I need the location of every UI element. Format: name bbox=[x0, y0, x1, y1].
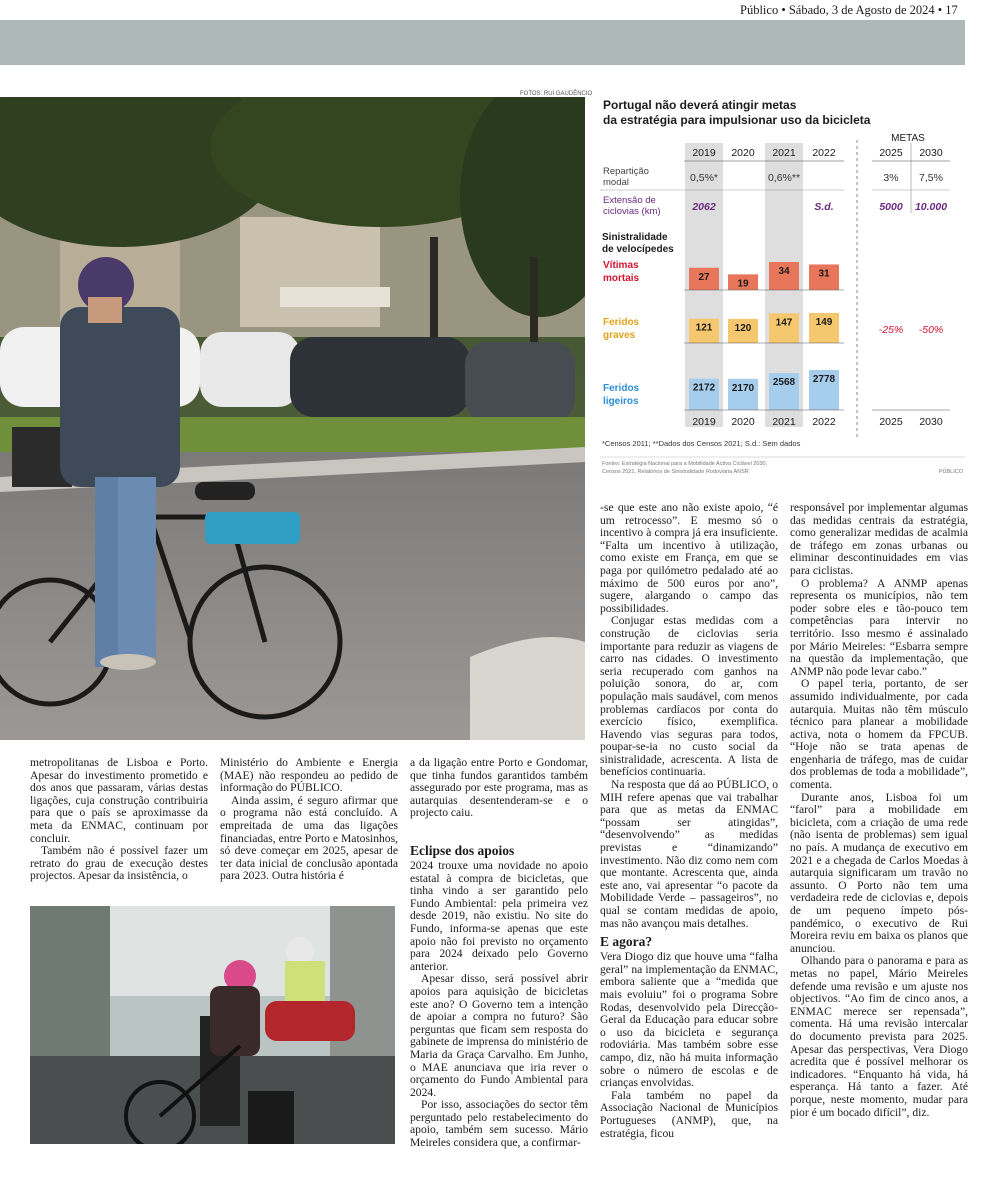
series-label: graves bbox=[603, 330, 636, 341]
chart-title-line-2: da estratégia para impulsionar uso da bicicleta bbox=[603, 113, 871, 127]
chart-source-line-1: Fontes: Estratégia Nacional para a Mobilidade Activa Ciclável 2030, bbox=[602, 461, 768, 467]
paragraph: -se que este ano não existe apoio, “é um retrocesso”. E mesmo só o incentivo à compra já era insuficiente. “Falta um incentivo à utilização, como existe em França, em que se paga por quilómetro pedalado até ao máximo de 500 euros por ano”, sugere, alargando o campo das possibilidades. bbox=[600, 501, 778, 615]
row-label-modal: Repartição bbox=[603, 166, 649, 177]
injury-target: -25% bbox=[878, 324, 904, 336]
accidents-title-line-1: Sinistralidade bbox=[602, 232, 668, 243]
series-bar-value: 27 bbox=[698, 271, 710, 283]
article-column-2 bbox=[220, 757, 398, 883]
year-label-top: 2022 bbox=[812, 147, 836, 159]
article-column-1 bbox=[30, 757, 208, 883]
article-column-4 bbox=[600, 502, 778, 1140]
header-band bbox=[0, 20, 965, 65]
modal-share-value: 0,5%* bbox=[689, 172, 719, 184]
series-label: Vítimas bbox=[603, 260, 639, 271]
lanes-value: S.d. bbox=[814, 201, 834, 213]
series-bar-value: 34 bbox=[778, 266, 790, 277]
article-column-3-continued bbox=[410, 839, 588, 1150]
row-label-lanes: Extensão de bbox=[603, 195, 656, 206]
paragraph: Fala também no papel da Associação Nacional de Municípios Portugueses (ANMP), que, na estratégia, ficou bbox=[600, 1088, 778, 1140]
series-bar-value: 31 bbox=[818, 268, 830, 280]
target-year-bottom: 2030 bbox=[919, 416, 943, 428]
paragraph: Na resposta que dá ao PÚBLICO, o MIH refere apenas que vai trabalhar para que as metas da ENMAC “possam ser atingidas”, “desenvolvendo” as medidas previstas e “dinamizando” investimento. Não diz como nem com que montante. Acrescenta que, ainda este ano, vai apresentar “o pacote da Mobilidade Verde – passageiros”, no qual se contam medidas de apoio, mas não avançou mais detalhes. bbox=[600, 778, 778, 930]
paragraph: metropolitanas de Lisboa e Porto. Apesar do investimento prometido e dos anos que passaram, várias destas ligações, cuja construção contribuiria para que o país se aproximasse da meta da ENMAC, continuam por concluir. bbox=[30, 756, 208, 845]
lanes-target: 5000 bbox=[879, 201, 903, 213]
year-label-bottom: 2020 bbox=[731, 416, 755, 428]
paragraph: Ministério do Ambiente e Energia (MAE) não respondeu ao pedido de informação do PÚBLICO. bbox=[220, 756, 398, 795]
paragraph: responsável por implementar algumas das medidas centrais da estratégia, como generalizar medidas de acalmia de tráfego em zonas urbanas ou eliminar descontinuidades em vias para ciclistas. bbox=[790, 501, 968, 577]
year-label-bottom: 2019 bbox=[692, 416, 716, 428]
series-bar-value: 19 bbox=[737, 278, 749, 290]
cyclist-photo bbox=[0, 97, 585, 740]
paragraph: O papel teria, portanto, de ser assumido individualmente, por cada autarquia. Muitas não têm músculo técnico para planear a mobilidade activa, nota o homem da FPCUB. “Hoje não se trata apenas de engenharia de tráfego, mas de cuidar dos problemas de toda a mobilidade”, comenta. bbox=[790, 677, 968, 792]
row-label-lanes: ciclovias (km) bbox=[603, 206, 661, 217]
modal-share-value: 0,6%** bbox=[767, 172, 801, 184]
series-bar-value: 2172 bbox=[692, 382, 716, 394]
targets-header: METAS bbox=[891, 133, 925, 144]
year-label-top: 2020 bbox=[731, 147, 755, 159]
paragraph: Também não é possível fazer um retrato do grau de execução destes projectos. Apesar da insistência, o bbox=[30, 844, 208, 883]
chart-brand: PÚBLICO bbox=[938, 469, 963, 475]
series-bar-value: 2170 bbox=[731, 382, 755, 394]
series-label: mortais bbox=[603, 273, 640, 284]
series-bar-value: 147 bbox=[775, 317, 793, 329]
page-header: Público • Sábado, 3 de Agosto de 2024 • 17 bbox=[740, 3, 958, 17]
paragraph: Olhando para o panorama e para as metas no papel, Mário Meireles defende uma revisão e um ajuste nos objectivos. “Ao fim de cinco anos, a ENMAC merece ser repensada”, comenta. Há uma revisão intercalar do documento prevista para 2025. Apesar das perspectivas, Vera Diogo acredita que é possível melhorar os indicadores. “Enquanto há vida, há esperança. Há tanto a fazer. Até porque, neste momento, mudar para pior é um bocado difícil”, diz. bbox=[790, 954, 968, 1119]
series-label: Feridos bbox=[603, 317, 640, 328]
paragraph: Conjugar estas medidas com a construção de ciclovias seria importante para reduzir as viagens de carro nas cidades. O investimento seria recuperado com ganhos na poluição sonora, do ar, com população mais saudável, com menos problemas cardíacos por conta do exercício físico, exemplifica. Havendo vias seguras para todos, poupar-se-ia no custo social da sinistralidade, acrescenta. A lista de benefícios continuaria. bbox=[600, 614, 778, 779]
lanes-target: 10.000 bbox=[914, 201, 948, 213]
target-year-top: 2025 bbox=[879, 147, 903, 159]
year-label-bottom: 2022 bbox=[812, 416, 836, 428]
paragraph: Apesar disso, será possível abrir apoios para aquisição de bicicletas este ano? O Governo tem a intenção de apoiar a compra no futuro? São perguntas que ficam sem resposta do gabinete de imprensa do ministério de Maria da Graça Carvalho. Em Junho, o MAE anunciava que iria rever o orçamento do Fundo Ambiental para 2024. bbox=[410, 972, 588, 1099]
series-label: ligeiros bbox=[603, 396, 639, 407]
section-heading-eclipse: Eclipse dos apoios bbox=[410, 843, 515, 858]
paragraph: Durante anos, Lisboa foi um “farol” para a mobilidade em bicicleta, com a criação de uma rede (não isenta de problemas) sem igual no país. A mudança de executivo em 2021 e a chegada de Carlos Moedas à autarquia significaram um travão no assunto. O Porto não tem uma verdadeira rede de ciclovias e, depois de um pequeno ímpeto pós-pandémico, o executivo de Rui Moreira reviu em baixa os planos que anunciou. bbox=[790, 790, 968, 955]
modal-share-target: 7,5% bbox=[919, 172, 943, 184]
paragraph: 2024 trouxe uma novidade no apoio estatal à compra de bicicletas, que tinha vindo a ser garantido pelo Fundo Ambiental: pela primeira vez desde 2019, não existiu. No site do Fundo, informa-se apenas que este apoio não foi previsto no orçamento para 2024 deixado pelo Governo anterior. bbox=[410, 859, 588, 973]
injury-target: -50% bbox=[918, 324, 944, 336]
series-bar-value: 149 bbox=[815, 317, 833, 328]
paragraph: Por isso, associações do sector têm perguntado pelo restabelecimento do apoio, também sem sucesso. Mário Meireles considera que, a confirmar- bbox=[410, 1098, 588, 1150]
section-heading-e-agora: E agora? bbox=[600, 934, 653, 950]
year-label-top: 2021 bbox=[772, 147, 796, 159]
year-label-top: 2019 bbox=[692, 147, 716, 159]
photo-credit: FOTOS: RUI GAUDÊNCIO bbox=[520, 91, 593, 97]
modal-share-target: 3% bbox=[883, 172, 899, 184]
paragraph: Vera Diogo diz que houve uma “falha geral” na implementação da ENMAC, embora saliente que a “medida que mais evoluiu” foi o programa Sobre Rodas, desenvolvido pela Direcção-Geral da Educação para educar sobre o uso da bicicleta e segurança rodoviária. Mas também sobre esse campo, diz, não há muita informação sobre o número de escolas e de crianças envolvidas. bbox=[600, 950, 778, 1090]
chart-source-line-2: Censos 2021, Relatórios de Sinistralidade Rodoviária ANSR bbox=[602, 469, 749, 475]
lanes-value: 2062 bbox=[692, 201, 716, 213]
paragraph: a da ligação entre Porto e Gondomar, que tinha fundos garantidos também assegurado por este programa, mas as autarquias desentenderam-se e o projecto caiu. bbox=[410, 756, 588, 820]
row-label-modal: modal bbox=[603, 177, 629, 188]
series-bar-value: 2568 bbox=[772, 377, 796, 389]
paragraph: O problema? A ANMP apenas representa os municípios, não tem poder sobre eles e tão-pouco tem competências para intervir no território. Isso mesmo é assinalado por Mário Meireles: “Esbarra sempre na questão da implementação, que ANMP não pode levar cabo.” bbox=[790, 576, 968, 678]
article-column-5 bbox=[790, 502, 968, 1119]
chart-title-line-1: Portugal não deverá atingir metas bbox=[603, 98, 797, 112]
chart-footnote: *Censos 2011; **Dados dos Censos 2021; S.d.: Sem dados bbox=[602, 439, 801, 448]
article-column-3 bbox=[410, 757, 588, 820]
series-bar-value: 120 bbox=[734, 322, 752, 334]
year-label-bottom: 2021 bbox=[772, 416, 796, 428]
child-cyclist-photo bbox=[30, 906, 395, 1144]
series-bar-value: 121 bbox=[695, 322, 713, 334]
accidents-title-line-2: de velocípedes bbox=[602, 244, 674, 255]
target-year-top: 2030 bbox=[919, 147, 943, 159]
target-year-bottom: 2025 bbox=[879, 416, 903, 428]
series-label: Feridos bbox=[603, 383, 640, 394]
series-bar-value: 2778 bbox=[812, 374, 836, 385]
bicycle-strategy-chart bbox=[600, 97, 965, 477]
paragraph: Ainda assim, é seguro afirmar que o programa não está concluído. A empreitada de uma das ligações financiadas, entre Porto e Matosinhos, só deve começar em 2025, apesar de ter data inicial de conclusão apontada para 2023. Outra história é bbox=[220, 793, 398, 883]
